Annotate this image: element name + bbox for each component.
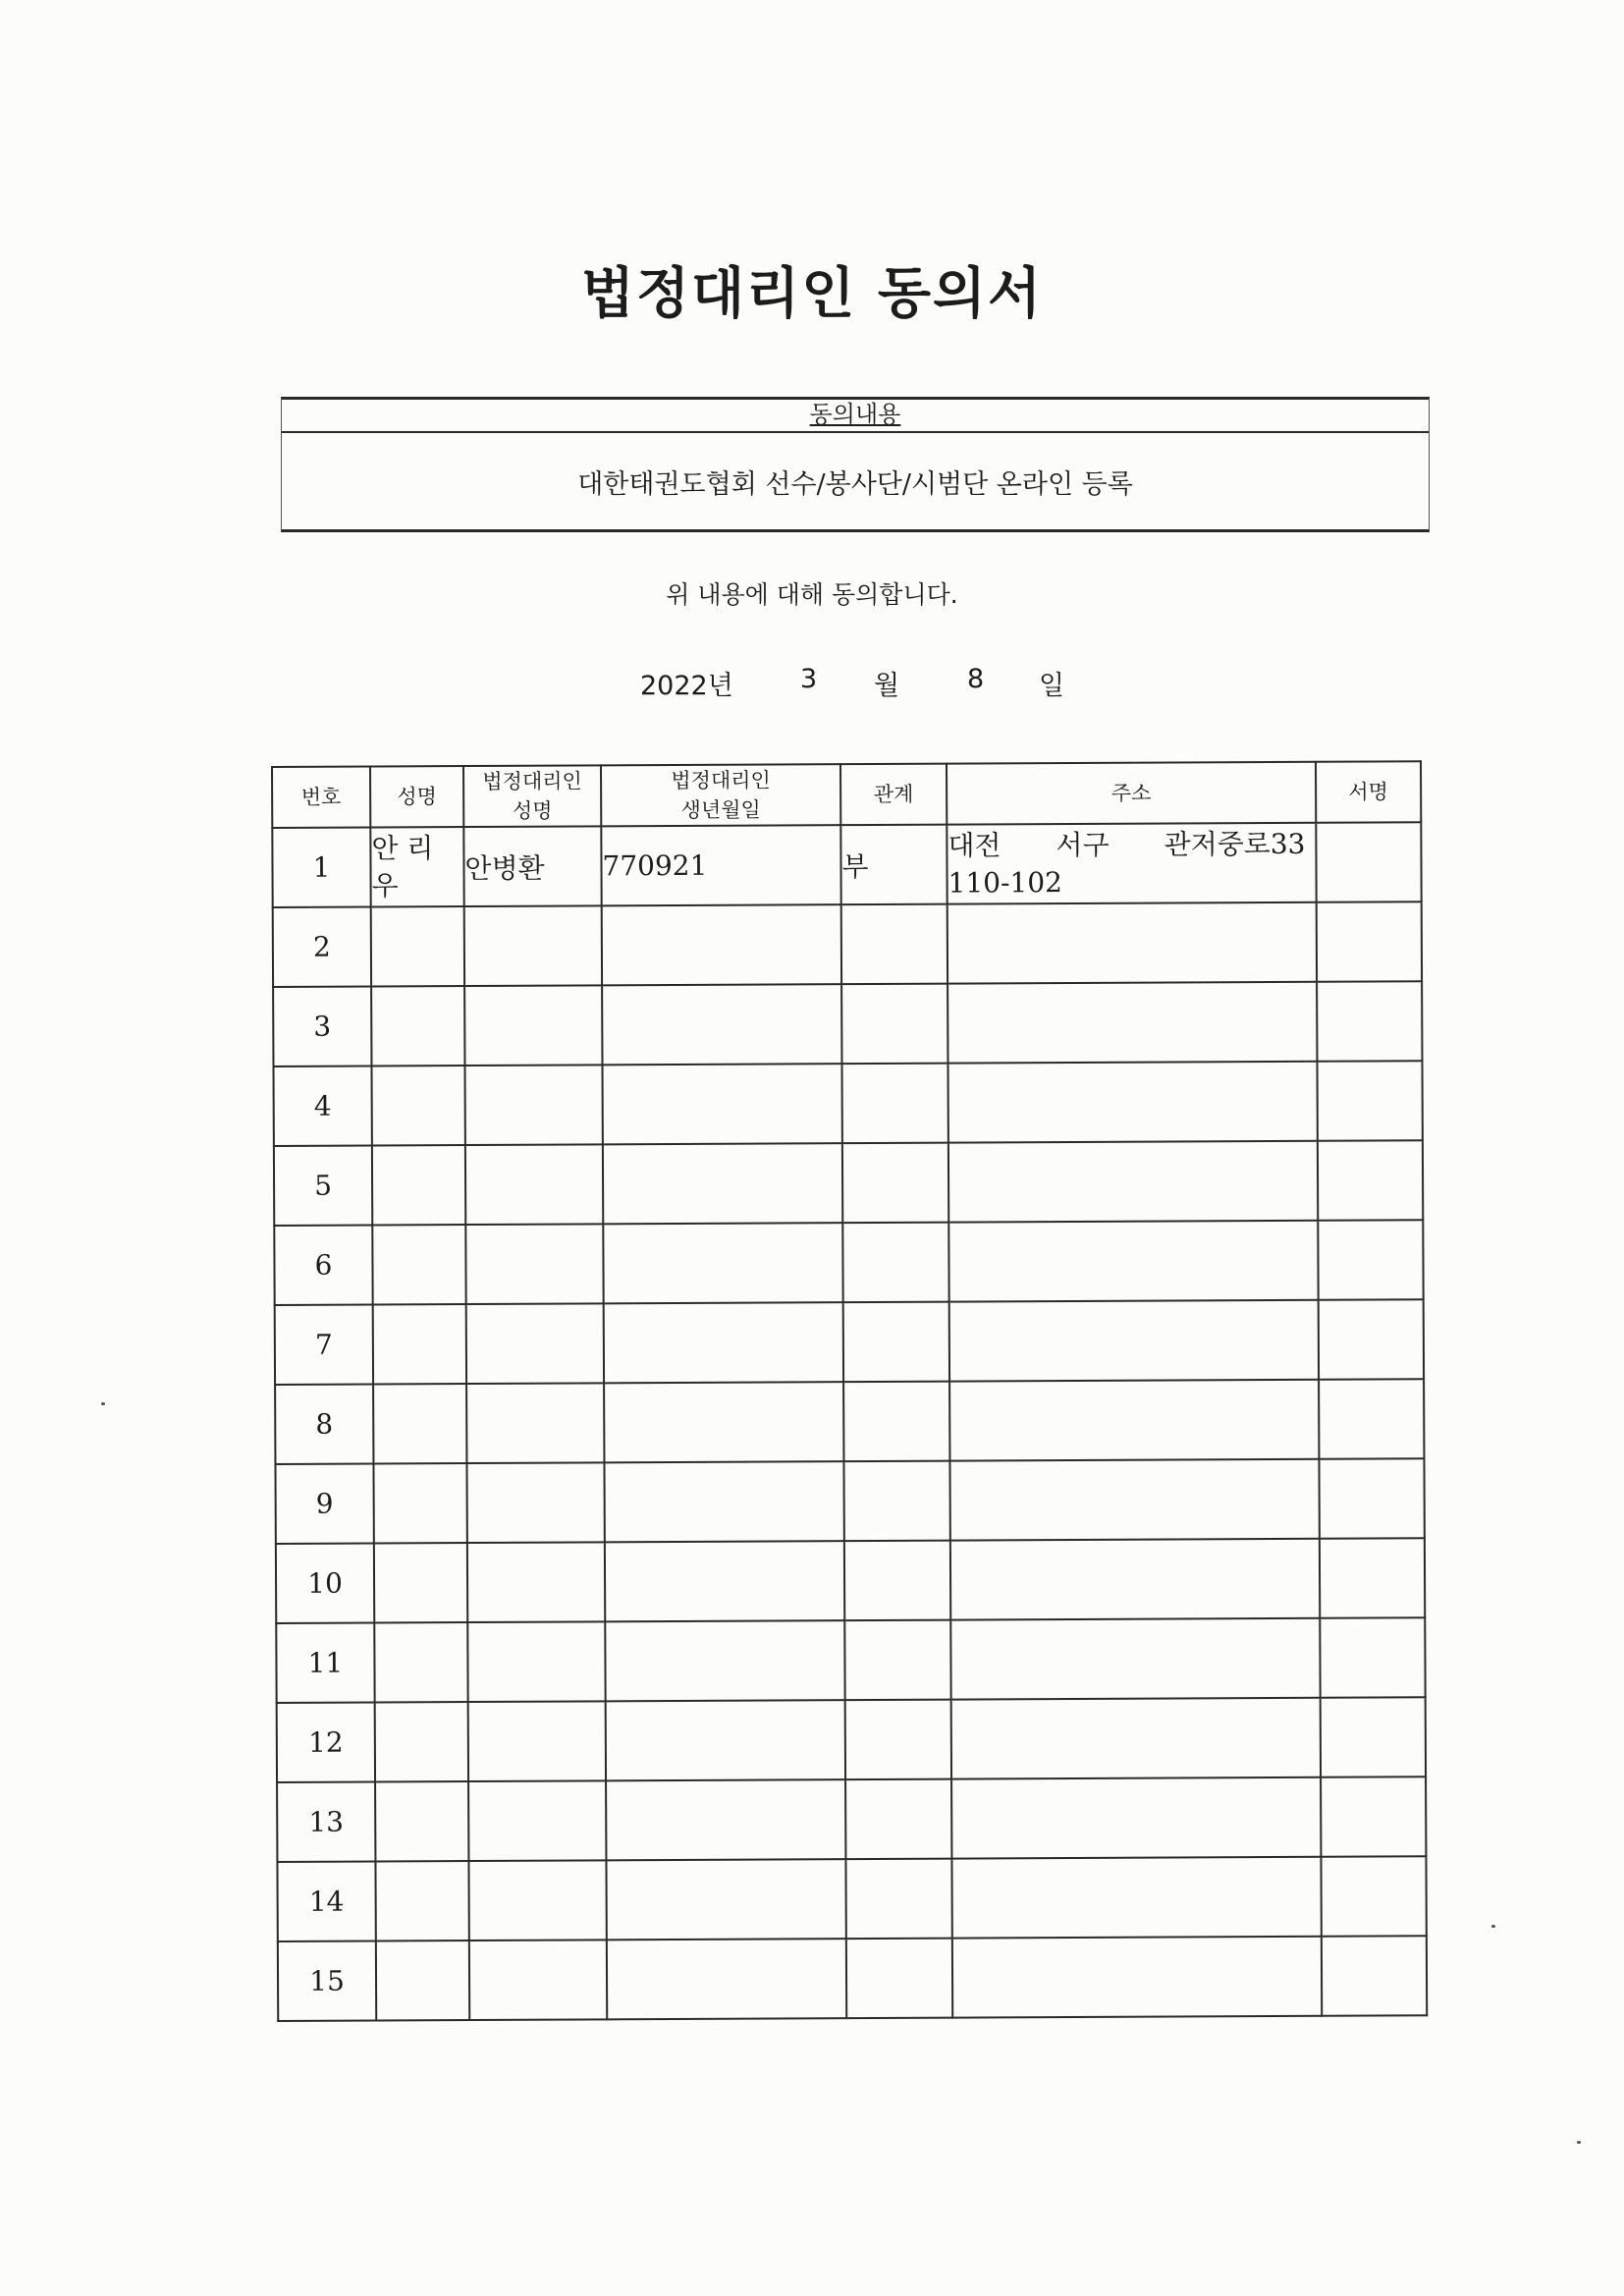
agreement-statement: 위 내용에 대해 동의합니다. <box>666 580 958 609</box>
guardian-name-cell <box>468 1860 606 1941</box>
guardian-name-cell: 안병환 <box>463 826 601 906</box>
date-month-unit: 월 <box>874 671 900 701</box>
header-number: 번호 <box>272 767 370 828</box>
address-cell <box>951 1698 1321 1779</box>
header-guardian-name <box>463 765 601 827</box>
date-month: 3 <box>800 664 818 694</box>
row-number-cell: 12 <box>277 1702 375 1781</box>
table-row <box>274 1140 1423 1226</box>
address-cell <box>951 1857 1321 1939</box>
signature-cell <box>1318 1220 1423 1300</box>
minor-name-cell <box>375 1861 468 1941</box>
signature-cell <box>1317 902 1422 982</box>
guardian-birth-cell <box>606 1700 845 1780</box>
guardian-name-cell <box>464 1065 602 1145</box>
relation-cell <box>841 904 947 985</box>
table-row <box>278 1936 1427 2021</box>
guardian-birth-cell <box>606 1779 845 1860</box>
minor-name-cell <box>371 1066 464 1145</box>
guardian-name-cell <box>466 1462 604 1543</box>
relation-cell <box>841 1064 947 1144</box>
address-cell <box>949 1300 1319 1382</box>
guardian-name-cell <box>464 905 602 986</box>
signature-cell <box>1321 1697 1426 1777</box>
address-cell <box>952 1937 1322 2018</box>
table-row <box>275 1299 1424 1385</box>
address-cell <box>949 1380 1319 1461</box>
relation-cell <box>844 1620 950 1701</box>
guardian-birth-cell <box>605 1620 844 1701</box>
address-cell <box>947 902 1317 984</box>
signature-cell <box>1320 1617 1425 1698</box>
address-cell <box>949 1459 1319 1541</box>
address-cell <box>950 1618 1320 1700</box>
row-number-cell: 4 <box>273 1066 371 1146</box>
guardian-birth-cell <box>602 904 841 985</box>
date-year: 2022년 <box>640 671 733 701</box>
guardian-birth-cell <box>603 1223 842 1303</box>
table-row <box>275 1379 1424 1464</box>
table-row <box>276 1538 1425 1623</box>
table-row <box>273 981 1422 1066</box>
document-title: 법정대리인 동의서 <box>580 262 1044 326</box>
consent-content-header: 동의내용 <box>282 400 1429 433</box>
table-row <box>275 1458 1424 1544</box>
table-row <box>274 1220 1423 1305</box>
table-header-row <box>272 761 1421 828</box>
guardian-name-cell <box>465 1224 603 1304</box>
row-number-cell: 5 <box>274 1146 372 1226</box>
table-row <box>276 1617 1425 1703</box>
row-number-cell: 14 <box>277 1861 375 1941</box>
guardian-name-cell <box>466 1303 604 1384</box>
table-row <box>277 1856 1426 1941</box>
relation-cell <box>843 1461 949 1542</box>
date-day-unit: 일 <box>1039 671 1065 701</box>
row-number-cell: 3 <box>273 987 371 1066</box>
signature-cell <box>1319 1458 1424 1539</box>
signature-cell <box>1318 1140 1423 1221</box>
guardian-name-cell <box>466 1383 604 1463</box>
minor-name-cell <box>372 1145 465 1225</box>
minor-name-cell <box>375 1702 468 1781</box>
row-number-cell: 6 <box>274 1226 372 1305</box>
minor-name-cell <box>370 827 463 906</box>
guardian-birth-cell <box>606 1859 845 1940</box>
guardian-birth-cell <box>604 1302 843 1383</box>
address-cell <box>947 823 1316 904</box>
relation-cell <box>844 1541 950 1621</box>
signature-cell <box>1321 1856 1426 1937</box>
signature-cell <box>1319 1379 1424 1459</box>
header-name: 성명 <box>370 766 463 827</box>
minor-name-cell <box>376 1941 469 2020</box>
minor-name-cell <box>374 1543 467 1622</box>
relation-cell <box>845 1700 951 1780</box>
header-address: 주소 <box>947 762 1316 825</box>
address-cell <box>951 1777 1321 1859</box>
scan-speck <box>1577 2141 1581 2144</box>
guardian-name-cell <box>467 1621 605 1702</box>
consent-content-text: 대한태권도협회 선수/봉사단/시범단 온라인 등록 <box>577 469 1133 500</box>
relation-cell: 부 <box>840 825 947 905</box>
guardian-consent-table <box>271 760 1428 2022</box>
minor-name-cell <box>375 1781 468 1861</box>
date-day: 8 <box>967 664 985 694</box>
header-guardian-name-line1: 법정대리인 <box>482 769 582 793</box>
minor-name-line2: 우 <box>371 868 399 902</box>
row-number-cell: 13 <box>277 1781 375 1861</box>
guardian-birth-cell <box>603 1143 842 1224</box>
guardian-birth-cell <box>604 1461 843 1542</box>
relation-cell <box>846 1939 952 2019</box>
guardian-birth-cell <box>607 1939 846 2019</box>
signature-cell <box>1321 1777 1426 1857</box>
address-cell <box>947 1062 1317 1143</box>
guardian-name-cell <box>469 1940 607 2020</box>
signature-cell <box>1320 1538 1425 1618</box>
relation-cell <box>843 1302 949 1383</box>
row-number-cell: 15 <box>278 1941 376 2020</box>
header-guardian-birth <box>601 764 840 826</box>
consent-content-box <box>281 397 1430 532</box>
address-cell <box>950 1539 1320 1620</box>
table-row <box>273 1061 1422 1146</box>
minor-name-cell <box>371 986 464 1066</box>
minor-name-cell <box>373 1463 466 1543</box>
guardian-name-cell <box>464 985 602 1066</box>
guardian-name-cell <box>468 1701 606 1781</box>
header-guardian-birth-line2: 생년월일 <box>680 797 761 822</box>
signature-cell <box>1319 1299 1424 1380</box>
relation-cell <box>842 1223 948 1303</box>
header-guardian-birth-line1: 법정대리인 <box>671 768 771 793</box>
address-cell <box>947 982 1317 1064</box>
address-line1: 대전 서구 관저중로33 <box>947 827 1306 862</box>
scan-speck <box>101 1402 105 1405</box>
row-number-cell: 7 <box>275 1304 373 1384</box>
guardian-birth-cell <box>604 1382 843 1462</box>
guardian-name-cell <box>467 1542 605 1622</box>
header-signature: 서명 <box>1316 761 1421 823</box>
relation-cell <box>841 984 947 1065</box>
signature-cell <box>1317 1061 1422 1141</box>
relation-cell <box>845 1859 951 1940</box>
row-number-cell: 9 <box>275 1463 373 1543</box>
minor-name-cell <box>372 1225 465 1304</box>
table-row <box>272 822 1421 907</box>
scan-speck <box>1491 1925 1495 1928</box>
relation-cell <box>845 1779 951 1860</box>
row-number-cell: 10 <box>276 1543 374 1622</box>
signature-cell <box>1322 1936 1427 2016</box>
table-row <box>277 1697 1426 1782</box>
minor-name-cell <box>373 1384 466 1463</box>
row-number-cell: 11 <box>276 1622 374 1702</box>
table-body <box>272 822 1427 2021</box>
guardian-birth-cell <box>605 1541 844 1621</box>
relation-cell <box>843 1382 949 1462</box>
row-number-cell: 1 <box>272 828 370 907</box>
guardian-name-cell <box>465 1144 603 1225</box>
header-relation: 관계 <box>840 764 947 826</box>
row-number-cell: 2 <box>273 907 371 987</box>
relation-cell <box>842 1143 948 1224</box>
guardian-birth-cell <box>602 1064 841 1144</box>
guardian-birth-cell <box>602 984 841 1065</box>
address-line2: 110-102 <box>947 865 1063 900</box>
address-cell <box>948 1221 1318 1302</box>
minor-name-line1: 안 리 <box>371 831 434 865</box>
table-row <box>273 902 1422 987</box>
minor-name-cell <box>371 906 464 986</box>
table-row <box>277 1777 1426 1862</box>
signature-cell <box>1317 981 1422 1062</box>
row-number-cell: 8 <box>275 1384 373 1463</box>
header-guardian-name-line2: 성명 <box>512 798 553 823</box>
minor-name-cell <box>373 1304 466 1384</box>
guardian-name-cell <box>468 1780 606 1861</box>
signature-cell <box>1316 822 1421 902</box>
minor-name-cell <box>374 1622 467 1702</box>
address-cell <box>948 1141 1318 1223</box>
guardian-birth-cell: 770921 <box>601 825 840 905</box>
